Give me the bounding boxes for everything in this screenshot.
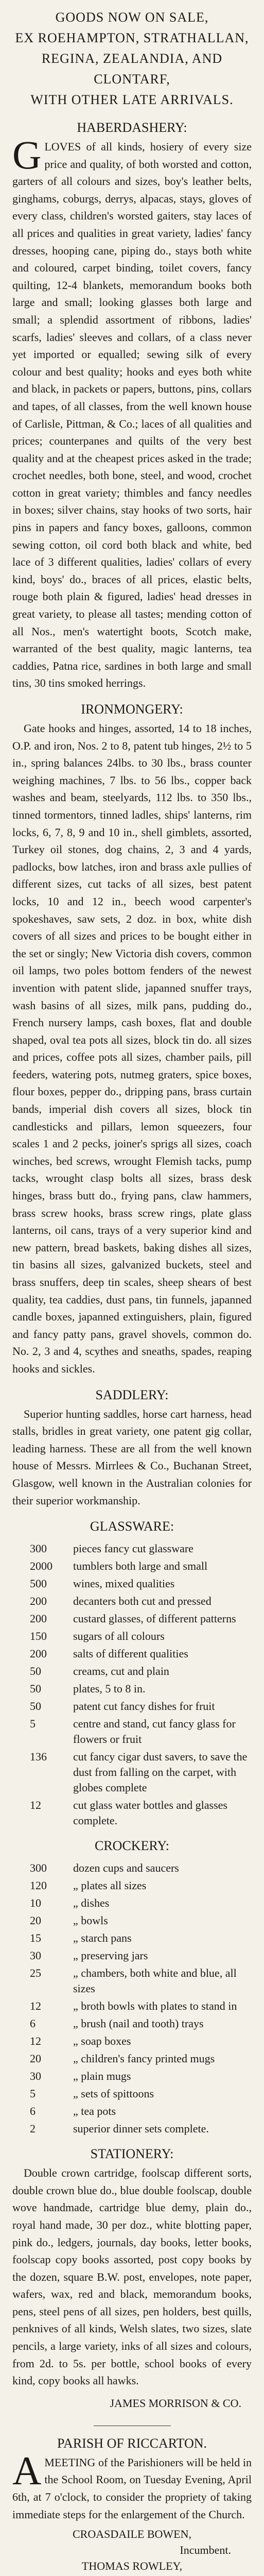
list-item: 300 pieces fancy cut glassware (30, 1542, 193, 1555)
riccarton-text: MEETING of the Parishioners will be held in the School Room, on Tuesday Evening, April 6th, at 7 o'clock, to consider the propriety of taking immediate steps for the enlargement of the Church. (12, 2455, 252, 2521)
header-line-4: WITH OTHER LATE ARRIVALS. (30, 92, 234, 107)
list-item: 500 wines, mixed qualities (30, 1577, 175, 1590)
saddlery-text: Superior hunting saddles, horse cart harness, head stalls, bridles in great variety, one patent gig collar, leading harness. These are all from the well known house of Messrs. Mirrlees & Co., Buchanan Street, Glasgow, well known in the Australian colonies for their superior workmanship. (12, 1407, 252, 1507)
list-item: 200 salts of different qualities (30, 1647, 188, 1660)
list-item: 12 „ soap boxes (30, 2035, 131, 2048)
haberdashery-text: LOVES of all kinds, hosiery of every size price and quality, of both worsted and cotton, garters of all colours and sizes, boy's leather belts, ginghams, coburgs, derrys, alpacas, stays, gloves of every class, children's worsted gaiters, stay laces of all prices and qualities in great variety, ladies' fancy dresses, hooping cane, piping do., stays both white and coloured, carpet binding, toilet covers, fancy quilting, 12-4 blankets, memorandum books both large and small; looking glasses both large and small; a splendid assortment of ribbons, ladies' scarfs, ladies' sleeves and collars, of a class never yet imported or equalled; sewing silk of every colour and best quality; hooks and eyes both white and black, in packets or papers, buttons, pins, collars and tapes, of all classes, from the well known house of Carlisle, Pittman, & Co.; laces of all qualities and prices; counterpanes and quilts of the very best quality and at the cheapest prices asked in the trade; crochet needles, both bone, steel, and wood, crochet cotton in great variety; thimbles and fancy needles in boxes; silver chains, stay hooks of two sorts, hair pins in papers and fancy boxes, galloons, common sewing cotton, oil cord both black and white, bed lace of 3 different qualities, ladies' collars of every kind, boys' do., braces of all prices, elastic belts, rouge both plain & figured, ladies' head dresses in great variety, to please all tastes; mending cotton of all Nos., men's watertight boots, Scotch make, warranted of the best quality, magic lanterns, tea caddies, Patna rice, sardines in both large and small tins, 30 tins smoked herrings. (12, 140, 252, 690)
list-item: 30 „ plain mugs (30, 2070, 131, 2083)
incumbent-name: CROASDAILE BOWEN, (73, 2528, 191, 2541)
list-item: 2000 tumblers both large and small (30, 1560, 208, 1573)
list-item: 5 centre and stand, cut fancy glass for flowers or fruit (30, 1717, 236, 1746)
glassware-list (12, 1541, 252, 1828)
haberdashery-heading: HABERDASHERY: (77, 120, 187, 135)
list-item: 12 „ broth bowls with plates to stand in (30, 1999, 237, 2013)
crockery-heading: CROCKERY: (95, 1838, 169, 1854)
warden-2 (12, 2574, 252, 2576)
list-item: 25 „ chambers, both white and blue, all sizes (30, 1967, 237, 1995)
list-item: 50 plates, 5 to 8 in. (30, 1682, 146, 1696)
list-item: 12 cut glass water bottles and glasses complete. (30, 1799, 227, 1827)
list-item: 20 „ bowls (30, 1914, 108, 1927)
list-item: 5 „ sets of spittoons (30, 2087, 154, 2100)
list-item: 10 „ dishes (30, 1896, 110, 1910)
ironmongery-text: Gate hooks and hinges, assorted, 14 to 18 inches, O.P. and iron, Nos. 2 to 8, patent tub hinges, 2½ to 5 in., spring balances 24lbs. to 30 lbs., brass counter weighing machines, 7 lbs. to 56 lbs., copper back washes and beam, steelyards, 112 lbs. to 350 lbs., tinned tormentors, tinned ladles, ships' lanterns, rim locks, 6, 7, 8, 9 and 10 in., shell gimblets, assorted, Turkey oil stones, dog chains, 2, 3 and 4 yards, padlocks, bow latches, iron and brass axle pullies of different sizes, cut tacks of all sizes, best patent locks, 10 and 12 in., beech wood carpenter's spokeshaves, saw sets, 2 doz. in box, white dish covers of all sizes and prices to be bought either in the set or singly; New Victoria dish covers, common oil lamps, two poles bottom fenders of the newest invention with patent slide, japanned snuffer trays, wash basins of all sizes, milk pans, pudding do., French nursery lamps, cash boxes, flat and double shaped, oval tea pots all sizes, block tin do. all sizes and prices, coffee pots all sizes, chamber pails, pill feeders, watering pots, nutmeg graters, spice boxes, flour boxes, pepper do., dripping pans, brass curtain bands, imperial dish covers all sizes, block tin candlesticks and pillars, lemon squeezers, four scales 1 and 2 pecks, joiner's sprigs all sizes, coach winches, bed screws, wrought Flemish tacks, pump tacks, wrought clasp bolts all sizes, brass desk hinges, brass butt do., frying pans, claw hammers, brass screw hooks, brass screw rings, plate glass lanterns, oil cans, trays of a very superior kind and new pattern, bread baskets, baking dishes all sizes, tin basins all sizes, galvanized buckets, steel and brass snuffers, deep tin scales, sheep shears of best quality, tea caddies, dust pans, tin funnels, japanned candle boxes, japanned extinguishers, plain, figured and fancy patty pans, gravel shovels, common do. No. 2, 3 and 4, scythes and sneaths, spades, reaping hooks and sickles. (12, 722, 252, 1375)
list-item: 20 „ children's fancy printed mugs (30, 2052, 215, 2065)
list-item: 30 „ preserving jars (30, 1949, 148, 1962)
list-item: 2 superior dinner sets complete. (30, 2122, 209, 2136)
drop-cap: G (12, 132, 42, 177)
list-item: 6 „ tea pots (30, 2105, 116, 2118)
riccarton-heading: PARISH OF RICCARTON. (57, 2435, 207, 2451)
list-item: 150 sugars of all colours (30, 1630, 165, 1643)
stationery-text: Double crown cartridge, foolscap different sorts, double crown blue do., blue double foolscap, double wove handmade, cartridge blue demy, plain do., royal hand made, 30 per doz., white blotting paper, pink do., ledgers, journals, day books, letter books, foolscap copy books assorted, post copy books by the dozen, square B.W. post, envelopes, note paper, wafers, wax, red and black, memorandum books, pens, steel pens of all sizes, pen holders, best quills, penknives of all kinds, Welsh slates, two sizes, slate pencils, a large variety, inks of all sizes and colours, from 2d. to 5s. per bottle, school books of every kind, copy books all hawks. (12, 2166, 252, 2387)
warden-1: THOMAS ROWLEY, (81, 2560, 183, 2573)
list-item: 15 „ starch pans (30, 1931, 132, 1945)
haberdashery-section (12, 132, 252, 692)
list-item: 120 „ plates all sizes (30, 1879, 147, 1892)
riccarton-section (12, 2448, 252, 2523)
list-item: 136 cut fancy cigar dust savers, to save the dust from falling on the carpet, with globes complete (30, 1750, 248, 1794)
advertiser-signature: JAMES MORRISON & CO. (110, 2396, 241, 2410)
glassware-heading: GLASSWARE: (90, 1519, 174, 1534)
list-item: 300 dozen cups and saucers (30, 1861, 179, 1875)
crockery-list (12, 1860, 252, 2137)
saddlery-section (12, 1405, 252, 1510)
incumbent-title: Incumbent. (180, 2544, 231, 2557)
list-item: 50 patent cut fancy dishes for fruit (30, 1700, 215, 1713)
list-item: 50 creams, cut and plain (30, 1665, 169, 1678)
drop-cap: A (12, 2448, 42, 2493)
ironmongery-heading: IRONMONGERY: (81, 702, 183, 717)
header-line-2: EX ROEHAMPTON, STRATHALLAN, (15, 30, 249, 45)
ironmongery-section (12, 720, 252, 1378)
list-item: 200 decanters both cut and pressed (30, 1595, 212, 1608)
stationery-heading: STATIONERY: (90, 2146, 174, 2162)
list-item: 6 „ brush (nail and tooth) trays (30, 2017, 204, 2030)
stationery-section (12, 2164, 252, 2389)
saddlery-heading: SADDLERY: (95, 1387, 169, 1402)
header-line-1: GOODS NOW ON SALE, (55, 10, 209, 25)
header-line-3: REGINA, ZEALANDIA, AND CLONTARF, (41, 51, 223, 87)
list-item: 200 custard glasses, of different patterns (30, 1612, 236, 1625)
